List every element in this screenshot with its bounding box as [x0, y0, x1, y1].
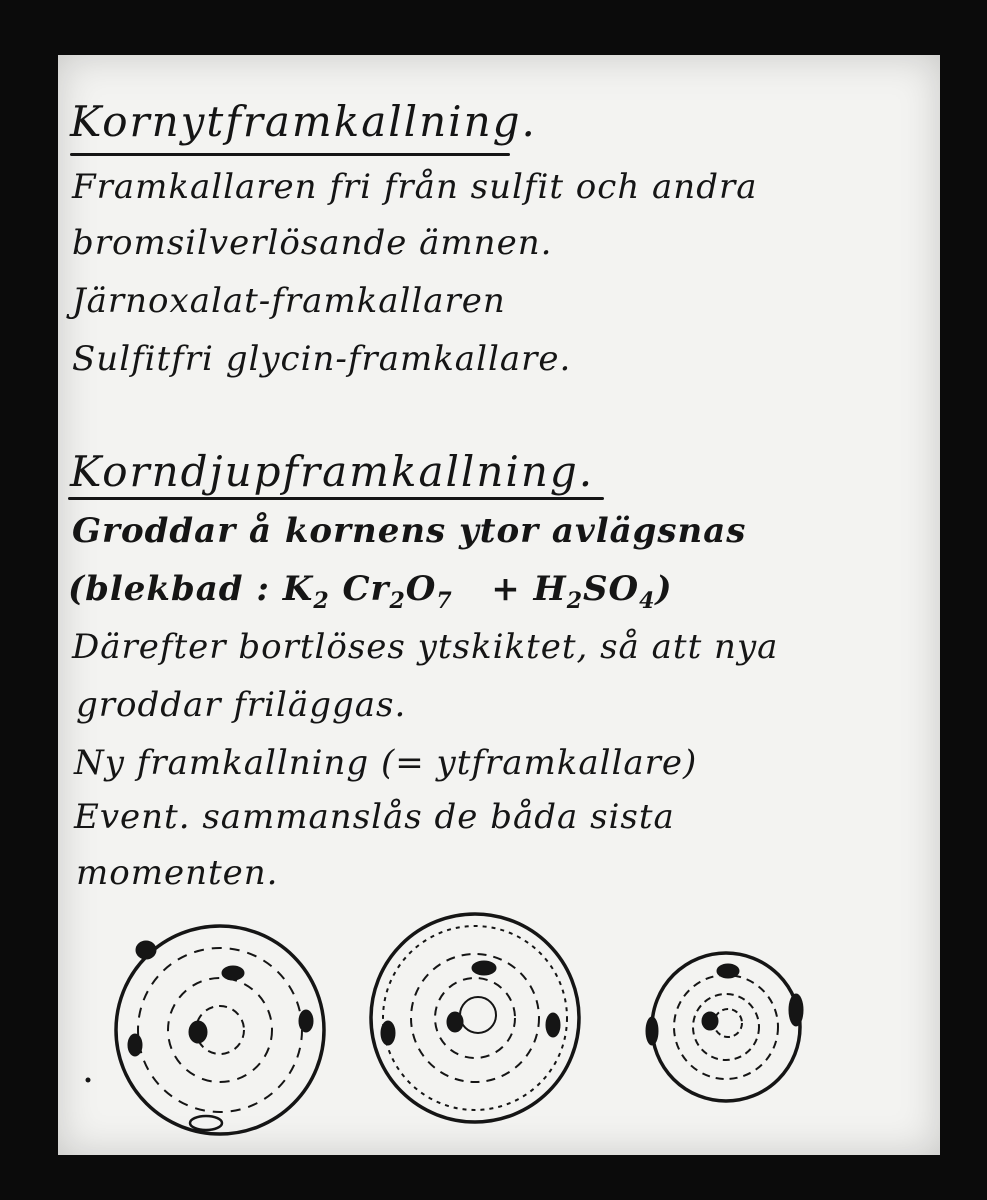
section2-line-5: Event. sammanslås de båda sista	[74, 797, 675, 837]
handwritten-page	[58, 55, 940, 1155]
section2-line-1: Groddar å kornens ytor avlägsnas	[72, 511, 747, 551]
section2-line-2: Därefter bortlöses ytskiktet, så att nya	[72, 627, 779, 667]
section1-line-1: Framkallaren fri från sulfit och andra	[72, 167, 758, 207]
section1-line-4: Sulfitfri glycin-framkallare.	[72, 339, 572, 379]
section1-heading-underline	[70, 153, 510, 156]
section2-heading: Korndjupframkallning.	[70, 447, 595, 496]
ink-dot	[86, 1078, 91, 1083]
section1-heading: Kornytframkallning.	[70, 97, 537, 146]
grain-diagram-2	[371, 914, 579, 1122]
grain-diagram-1	[116, 926, 324, 1134]
section1-line-2: bromsilverlösande ämnen.	[72, 223, 553, 263]
blekbad-formula: (blekbad : $K_2$ $Cr_2O_7$ + $H_2SO_4$)	[68, 569, 673, 614]
section2-line-3: groddar friläggas.	[76, 685, 407, 725]
section2-heading-underline	[68, 497, 604, 500]
section1-line-3: Järnoxalat-framkallaren	[72, 281, 506, 321]
section2-line-4: Ny framkallning (= ytframkallare)	[74, 743, 698, 783]
grain-diagram-3	[646, 953, 803, 1101]
section2-line-6: momenten.	[76, 853, 279, 893]
